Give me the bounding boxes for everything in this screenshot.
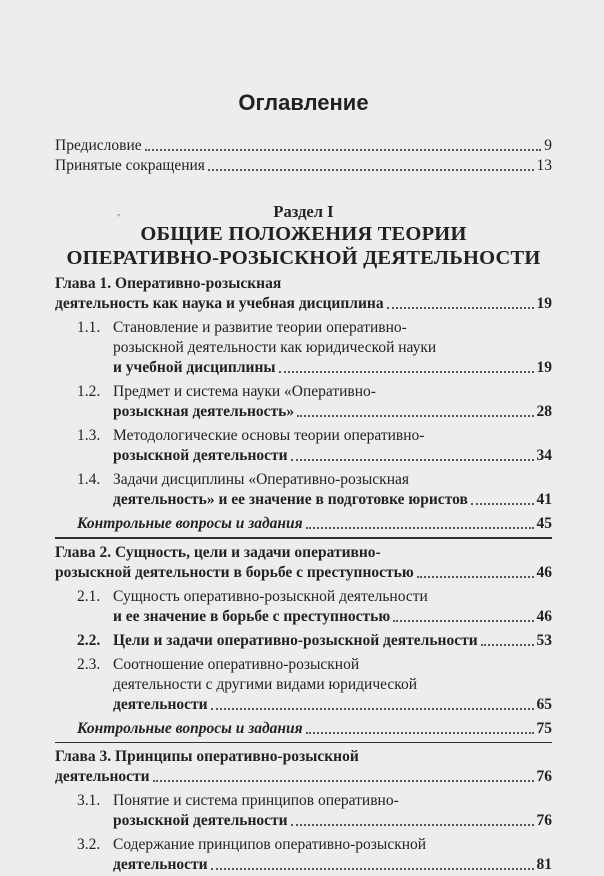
- item-text: розыскной деятельности: [113, 447, 288, 464]
- item-text: Соотношение оперативно-розыскной: [113, 655, 360, 673]
- entry-page: 65: [536, 695, 552, 713]
- item-text: Предмет и система науки «Оперативно-: [113, 383, 376, 400]
- item-number: 1.3.: [77, 427, 101, 444]
- item-text: Методологические основы теории оперативно-: [113, 427, 425, 444]
- item-text: и учебной дисциплины: [113, 359, 276, 376]
- chapter-title-line2: розыскной деятельности в борьбе с преступностью: [55, 563, 414, 581]
- chapter-divider: [55, 537, 552, 539]
- toc-entry-chapter-2[interactable]: [55, 563, 552, 583]
- entry-page: 76: [536, 812, 552, 829]
- dot-leader: [417, 576, 534, 578]
- entry-page: 13: [536, 157, 552, 174]
- item-text: Сущность оперативно-розыскной деятельности: [113, 587, 428, 605]
- chapter-1: [55, 274, 552, 539]
- item-text: Становление и развитие теории оперативно-: [113, 319, 407, 336]
- section-title-line1: ОБЩИЕ ПОЛОЖЕНИЯ ТЕОРИИ: [140, 223, 467, 245]
- entry-page: 53: [536, 631, 552, 649]
- dot-leader: [481, 644, 534, 646]
- item-text: розыскная деятельность»: [113, 403, 295, 420]
- dot-leader: [306, 527, 534, 529]
- entry-page: 28: [536, 403, 552, 420]
- dot-leader: [211, 708, 534, 710]
- entry-label: Принятые сокращения: [55, 157, 205, 174]
- toc-entry-2-3[interactable]: [77, 655, 552, 715]
- item-number: 3.2.: [77, 836, 101, 853]
- chapter-title-line2: деятельность как наука и учебная дисциплина: [55, 295, 384, 312]
- control-label: Контрольные вопросы и задания: [77, 719, 303, 737]
- item-text: и ее значение в борьбе с преступностью: [113, 607, 391, 625]
- front-matter: [55, 136, 552, 176]
- chapter-2: [55, 543, 552, 744]
- section-label: Раздел I: [273, 202, 334, 221]
- entry-page: 34: [536, 447, 552, 464]
- item-text: розыскной деятельности: [113, 812, 288, 829]
- item-number: 1.2.: [77, 383, 101, 400]
- item-text: Задачи дисциплины «Оперативно-розыскная: [113, 471, 410, 488]
- item-text: деятельности с другими видами юридической: [113, 675, 418, 693]
- entry-page: 9: [544, 137, 552, 154]
- dot-leader: [208, 169, 534, 171]
- entry-page: 19: [536, 295, 552, 312]
- toc-entry-1-2[interactable]: [77, 382, 552, 422]
- toc-entry-control-questions-1[interactable]: [77, 514, 552, 534]
- entry-page: 76: [536, 768, 552, 785]
- dot-leader: [471, 503, 534, 505]
- item-text: розыскной деятельности как юридической науки: [113, 339, 437, 356]
- item-number: 3.1.: [77, 792, 101, 809]
- entry-page: 19: [536, 359, 552, 376]
- chapter-divider: [55, 742, 552, 744]
- section-heading: [55, 202, 552, 270]
- toc-entry-chapter-3[interactable]: [55, 767, 552, 787]
- dot-leader: [211, 868, 534, 870]
- toc-entry-1-4[interactable]: [77, 470, 552, 510]
- toc-entry-abbreviations[interactable]: [55, 156, 552, 176]
- entry-page: 45: [536, 515, 552, 532]
- stray-mark: ': [118, 213, 120, 224]
- chapter-3: [55, 747, 552, 875]
- item-number: 2.3.: [77, 655, 101, 673]
- dot-leader: [291, 824, 534, 826]
- dot-leader: [279, 371, 534, 373]
- entry-page: 46: [536, 607, 552, 625]
- entry-page: 46: [536, 563, 552, 581]
- page-title: Оглавление: [238, 90, 369, 115]
- dot-leader: [153, 780, 534, 782]
- dot-leader: [306, 732, 534, 734]
- chapter-title-line1: Глава 1. Оперативно-розыскная: [55, 275, 282, 292]
- dot-leader: [387, 307, 534, 309]
- toc-entry-chapter-1[interactable]: [55, 294, 552, 314]
- section-title-line2: ОПЕРАТИВНО-РОЗЫСКНОЙ ДЕЯТЕЛЬНОСТИ: [66, 247, 541, 269]
- toc-entry-preface[interactable]: [55, 136, 552, 156]
- item-text: Содержание принципов оперативно-розыскной: [113, 836, 427, 853]
- toc-entry-control-questions-2[interactable]: [77, 719, 552, 739]
- item-number: 1.1.: [77, 319, 101, 336]
- toc-entry-2-2[interactable]: [77, 631, 552, 651]
- entry-label: Предисловие: [55, 137, 142, 154]
- item-number: 2.1.: [77, 587, 101, 605]
- item-text: деятельности: [113, 856, 208, 873]
- item-text: Цели и задачи оперативно-розыскной деятельности: [113, 631, 478, 649]
- toc-entry-2-1[interactable]: [77, 587, 552, 627]
- toc-entry-3-2[interactable]: [77, 835, 552, 875]
- entry-page: 41: [536, 491, 552, 508]
- toc-entry-1-1[interactable]: [77, 318, 552, 378]
- item-text: деятельности: [113, 695, 208, 713]
- dot-leader: [297, 415, 533, 417]
- item-text: деятельность» и ее значение в подготовке юристов: [113, 491, 468, 508]
- dot-leader: [291, 459, 534, 461]
- entry-page: 75: [536, 719, 552, 737]
- dot-leader: [393, 620, 533, 622]
- control-label: Контрольные вопросы и задания: [77, 515, 303, 532]
- chapter-title-line2: деятельности: [55, 768, 150, 785]
- item-number: 1.4.: [77, 471, 101, 488]
- entry-page: 81: [536, 856, 552, 873]
- toc-entry-3-1[interactable]: [77, 791, 552, 831]
- item-text: Понятие и система принципов оперативно-: [113, 792, 399, 809]
- toc-entry-1-3[interactable]: [77, 426, 552, 466]
- chapter-title-line1: Глава 3. Принципы оперативно-розыскной: [55, 748, 359, 765]
- chapter-title-line1: Глава 2. Сущность, цели и задачи оперативно-: [55, 543, 381, 561]
- dot-leader: [145, 149, 542, 151]
- item-number: 2.2.: [77, 631, 101, 649]
